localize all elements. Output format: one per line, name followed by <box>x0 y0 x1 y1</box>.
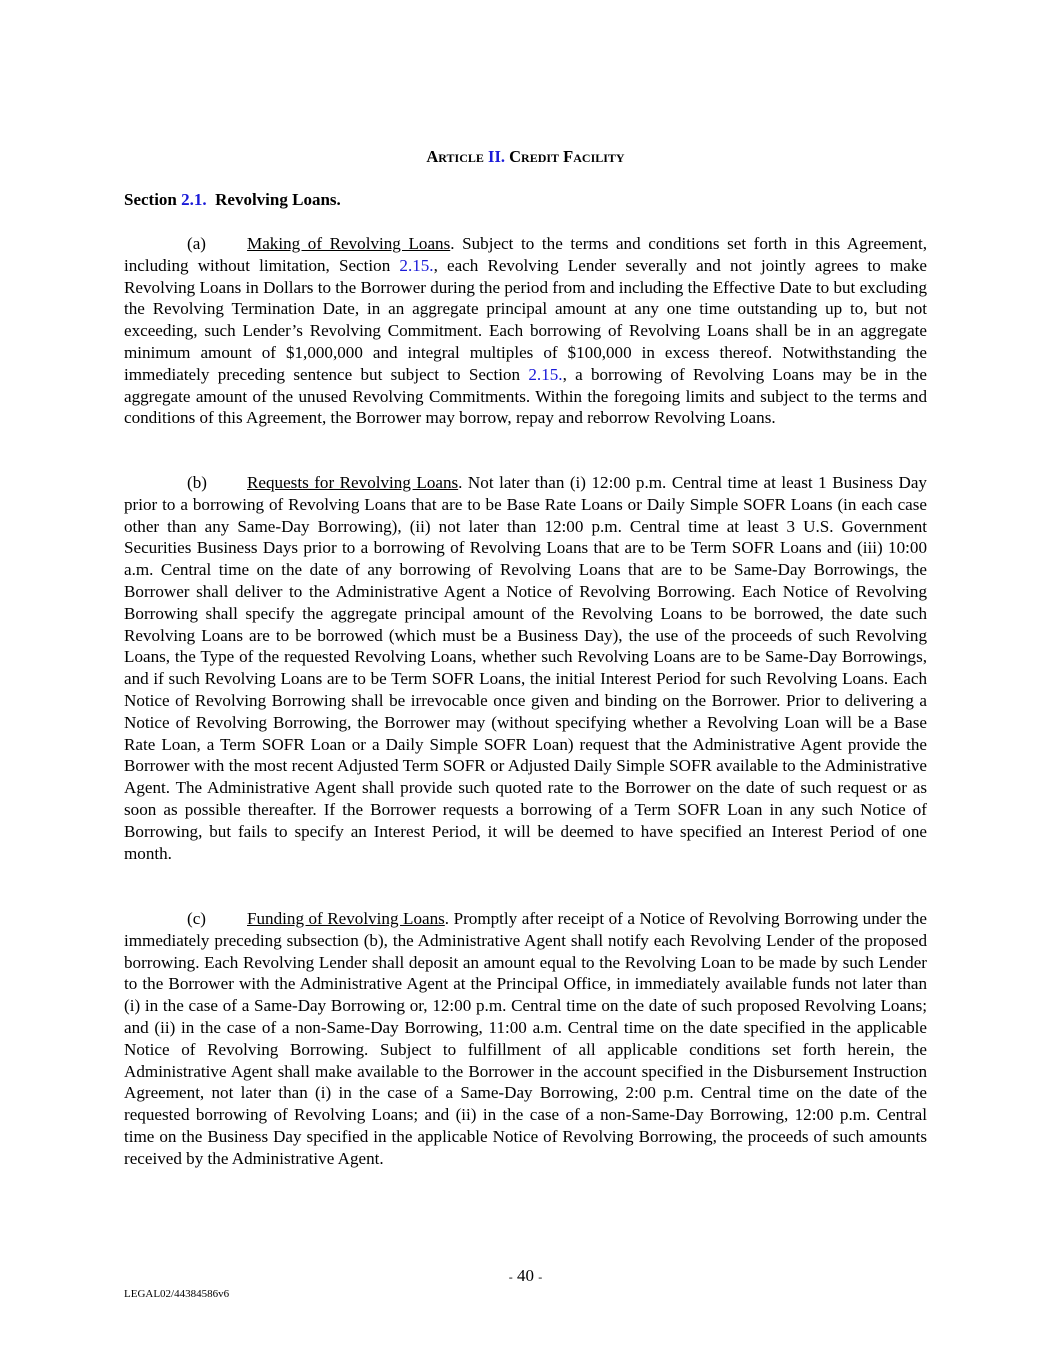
paragraph-b-text: . Not later than (i) 12:00 p.m. Central time at least 1 Business Day prior to a borrowing of Revolving Loans that are to be Base Rate Loans or Daily Simple SOFR Loans (in each case other than any Same-Day Borrowing), (ii) not later than 12:00 p.m. Central time at least 3 U.S. Government Securities Business Days prior to a borrowing of Revolving Loans that are to be Term SOFR Loans and (iii) 10:00 a.m. Central time on the date of any borrowing of Revolving Loans that are to be Same-Day Borrowings, the Borrower shall deliver to the Administrative Agent a Notice of Revolving Borrowing. Each Notice of Revolving Borrowing shall specify the aggregate principal amount of the Revolving Loans to be borrowed, the date such Revolving Loans are to be borrowed (which must be a Business Day), the use of the proceeds of such Revolving Loans, the Type of the requested Revolving Loans, whether such Revolving Loans are to be Same-Day Borrowings, and if such Revolving Loans are to be Term SOFR Loans, the initial Interest Period for such Revolving Loans. Each Notice of Revolving Borrowing shall be irrevocable once given and binding on the Borrower. Prior to delivering a Notice of Revolving Borrowing, the Borrower may (without specifying whether a Revolving Loan will be a Base Rate Loan, a Term SOFR Loan or a Daily Simple SOFR Loan) request that the Administrative Agent provide the Borrower with the most recent Adjusted Term SOFR or Adjusted Daily Simple SOFR available to the Administrative Agent. The Administrative Agent shall provide such quoted rate to the Borrower on the date of such request or as soon as possible thereafter. If the Borrower requests a borrowing of a Term SOFR Loan in any such Notice of Borrowing, but fails to specify an Interest Period, it will be deemed to have specified an Interest Period of one month. <box>124 473 927 863</box>
page-number-value: 40 <box>517 1266 534 1285</box>
paragraph-a-heading: Making of Revolving Loans <box>247 234 451 253</box>
section-number-link[interactable]: 2.1. <box>181 190 207 209</box>
paragraph-a-text-2: , each Revolving Lender severally and not jointly agrees to make Revolving Loans in Dollars to the Borrower during the period from and including the Effective Date to but excluding the Revolving Termination Date, in an aggregate principal amount at any one time outstanding up to, but not exceeding, such Lender’s Revolving Commitment. Each borrowing of Revolving Loans shall be in an aggregate minimum amount of $1,000,000 and integral multiples of $100,000 in excess thereof. Notwithstanding the immediately preceding sentence but subject to Section <box>124 255 928 384</box>
section-2-15-link-2[interactable]: 2.15. <box>528 364 563 384</box>
paragraph-c-heading: Funding of Revolving Loans <box>247 909 445 928</box>
page-number-dash-left: - <box>508 1270 513 1284</box>
page-number <box>124 1266 927 1286</box>
paragraph-a <box>124 233 927 429</box>
section-heading <box>124 190 341 210</box>
section-prefix: Section <box>124 190 177 209</box>
paragraph-a-marker: (a) <box>187 234 206 253</box>
article-number-link[interactable]: II. <box>488 147 505 166</box>
article-heading <box>124 147 927 167</box>
paragraph-c-marker: (c) <box>187 909 206 928</box>
page-number-dash-right: - <box>538 1270 543 1284</box>
paragraph-a-text-1: . Subject to the terms and conditions set forth in this Agreement, including without limitation, Section <box>124 234 927 275</box>
article-prefix: Article <box>426 147 484 166</box>
paragraph-c <box>124 908 927 1170</box>
section-2-15-link[interactable]: 2.15. <box>399 255 434 275</box>
paragraph-b-heading: Requests for Revolving Loans <box>247 473 459 492</box>
section-title: Revolving Loans. <box>215 190 341 209</box>
paragraph-a-text-3: , a borrowing of Revolving Loans may be in the aggregate amount of the unused Revolving Commitments. Within the foregoing limits and subject to the terms and conditions of this Agreement, the Borrower may borrow, repay and reborrow Revolving Loans. <box>124 364 928 428</box>
paragraph-c-text: . Promptly after receipt of a Notice of Revolving Borrowing under the immediately preceding subsection (b), the Administrative Agent shall notify each Revolving Lender of the proposed borrowing. Each Revolving Lender shall deposit an amount equal to the Revolving Loan to be made by such Lender to the Borrower with the Administrative Agent at the Principal Office, in immediately available funds not later than (i) in the case of a Same-Day Borrowing or, 12:00 p.m. Central time on the date of such proposed Revolving Loans; and (ii) in the case of a non-Same-Day Borrowing, 11:00 a.m. Central time on the date specified in the applicable Notice of Revolving Borrowing. Subject to fulfillment of all applicable conditions set forth herein, the Administrative Agent shall make available to the Borrower in the account specified in the Disbursement Instruction Agreement, not later than (i) in the case of a Same-Day Borrowing, 2:00 p.m. Central time on the date of the requested borrowing of Revolving Loans; and (ii) in the case of a non-Same-Day Borrowing, 12:00 p.m. Central time on the Business Day specified in the applicable Notice of Revolving Borrowing, the proceeds of such amounts received by the Administrative Agent. <box>124 909 927 1168</box>
document-id: LEGAL02/44384586v6 <box>124 1288 230 1300</box>
article-title: Credit Facility <box>509 147 625 166</box>
paragraph-b-marker: (b) <box>187 473 207 492</box>
paragraph-b <box>124 472 927 864</box>
